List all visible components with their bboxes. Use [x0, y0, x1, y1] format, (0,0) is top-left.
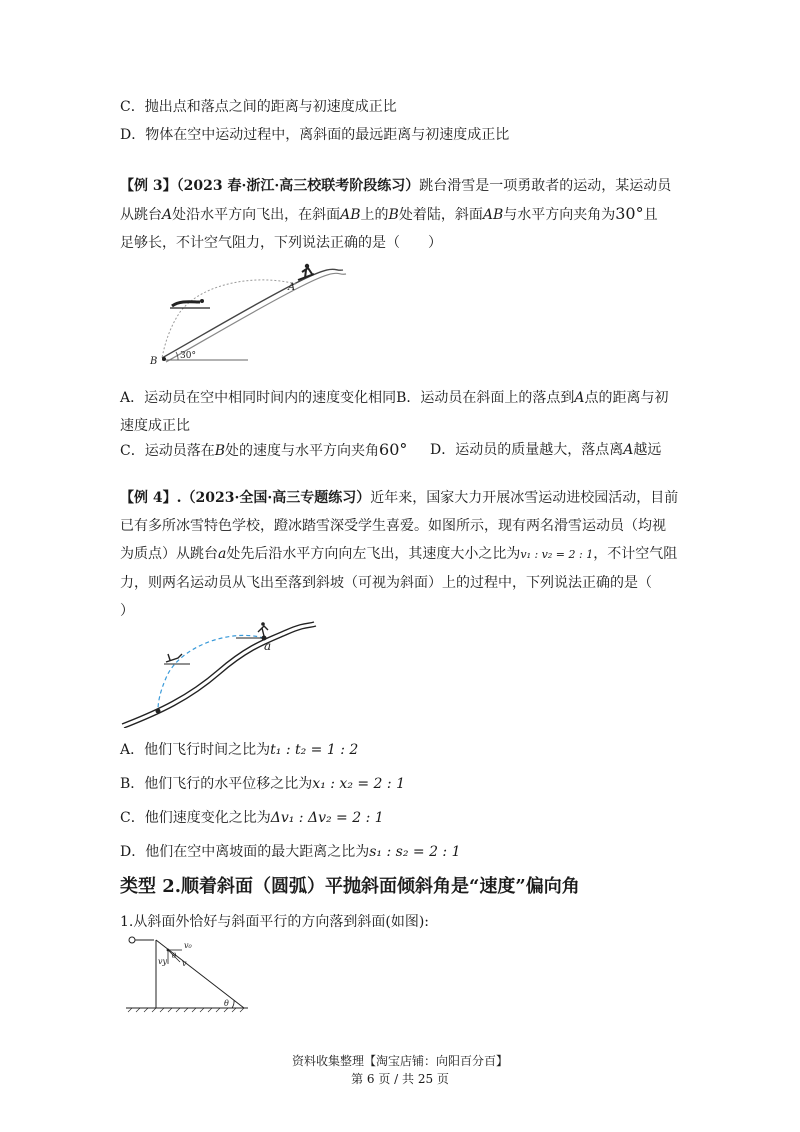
example-3-option-d: D．运动员的质量越大，落点离A越远 — [430, 442, 662, 458]
example-4-stem: 【例 4】.（2023·全国·高三专题练习）近年来，国家大力开展冰雪运动进校园活动，目前 已有多所冰雪特色学校，蹬冰踏雪深受学生喜爱。如图所示，现有两名滑雪运动员（均视 为质点）从跳台a处先后沿水平方向向左飞出，其速度大小之比为v₁ : v₂ = 2 : 1，不计空气阻 力，则两名运动员从飞出至落到斜坡（可视为斜面）上的过程中，下列说法正确的是（ ） — [120, 490, 679, 619]
fig-label-theta-bottom: θ — [224, 999, 229, 1008]
example-4-option-b: B．他们飞行的水平位移之比为x₁ : x₂ = 2 : 1 — [120, 776, 405, 792]
example-4-option-a: A．他们飞行时间之比为t₁ : t₂ = 1 : 2 — [120, 742, 359, 758]
example-4-option-d: D．他们在空中离坡面的最大距离之比为s₁ : s₂ = 2 : 1 — [120, 844, 461, 860]
footer-source: 资料收集整理【淘宝店铺：向阳百分百】 — [291, 1054, 508, 1068]
example-3-option-c: C．运动员落在B处的速度与水平方向夹角60° — [120, 440, 408, 459]
incline-figure — [124, 934, 254, 1016]
example-3-options-ab: A．运动员在空中相同时间内的速度变化相同B．运动员在斜面上的落点到A点的距离与初 速度成正比 — [120, 390, 669, 434]
fig-label-vy: vy — [158, 957, 168, 966]
section-item-1: 1.从斜面外恰好与斜面平行的方向落到斜面(如图): — [120, 914, 429, 930]
fig-label-a-small: a — [264, 639, 272, 653]
fig-label-a: A — [288, 282, 296, 293]
fig-label-v0: v₀ — [184, 941, 192, 950]
example-4-option-c: C．他们速度变化之比为Δv₁ : Δv₂ = 2 : 1 — [120, 810, 384, 826]
section-heading: 类型 2.顺着斜面（圆弧）平抛斜面倾斜角是“速度”偏向角 — [120, 876, 580, 897]
example-4-tag: 【例 4】.（2023·全国·高三专题练习） — [120, 490, 371, 506]
fig-label-b: B — [150, 356, 158, 367]
fig-label-theta-top: θ — [172, 952, 177, 960]
example-3-stem: 【例 3】（2023 春·浙江·高三校联考阶段练习）跳台滑雪是一项勇敢者的运动，某运动员 从跳台A处沿水平方向飞出，在斜面AB上的B处着陆，斜面AB与水平方向夹角为30°且 足够长，不计空气阻力，下列说法正确的是（ ） — [120, 178, 672, 251]
fig-label-v: v — [182, 959, 187, 968]
option-d: D．物体在空中运动过程中，离斜面的最远距离与初速度成正比 — [120, 127, 510, 143]
fig-label-angle: 30° — [180, 351, 196, 361]
option-c: C．抛出点和落点之间的距离与初速度成正比 — [120, 99, 397, 115]
example-3-tag: 【例 3】（2023 春·浙江·高三校联考阶段练习） — [120, 178, 420, 194]
ski-jump-figure — [148, 262, 348, 372]
ski-slope-figure — [118, 618, 318, 728]
page-number: 第 6 页 / 共 25 页 — [351, 1072, 449, 1086]
